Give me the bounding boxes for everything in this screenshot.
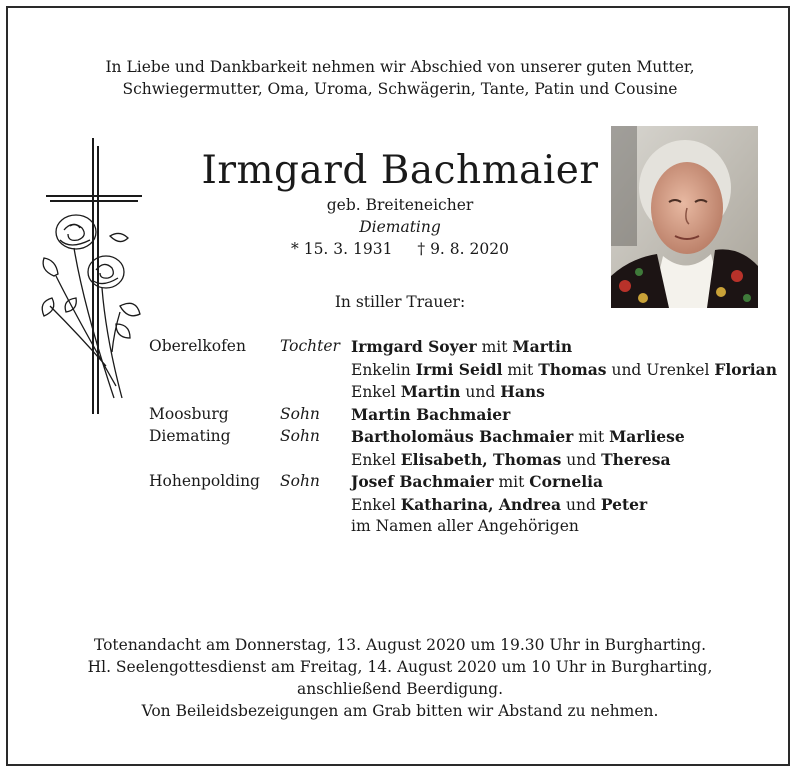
intro-text (0, 56, 800, 100)
family-location: Hohenpolding (149, 472, 260, 490)
birth-date: * 15. 3. 1931 (291, 240, 393, 258)
death-date: † 9. 8. 2020 (417, 240, 509, 258)
family-list (149, 336, 777, 538)
intro-line-1: In Liebe und Dankbarkeit nehmen wir Abschied von unserer guten Mutter, (105, 58, 695, 76)
family-member-line: Josef Bachmaier mit Cornelia (351, 472, 604, 491)
family-members (351, 336, 777, 404)
family-location: Oberelkofen (149, 337, 246, 355)
family-members (351, 471, 777, 538)
footer-line-3: anschließend Beerdigung. (296, 680, 504, 698)
footer-line-2: Hl. Seelengottesdienst am Freitag, 14. August 2020 um 10 Uhr in Burgharting, (87, 658, 713, 676)
family-member-line: Enkelin Irmi Seidl mit Thomas und Urenkel Florian (351, 359, 777, 379)
family-member-line: Bartholomäus Bachmaier mit Marliese (351, 427, 685, 446)
family-relation: Tochter (280, 337, 340, 355)
family-member-line: Enkel Elisabeth, Thomas und Theresa (351, 449, 671, 469)
portrait-photo (611, 126, 758, 308)
family-location: Moosburg (149, 404, 229, 423)
family-member-line: Martin Bachmaier (351, 404, 511, 424)
cross-with-roses-icon (36, 136, 146, 416)
family-member-line: Irmgard Soyer mit Martin (351, 337, 573, 356)
family-relation: Sohn (280, 472, 320, 490)
family-row (149, 426, 777, 471)
service-info (0, 634, 800, 722)
deceased-name: Irmgard Bachmaier (201, 148, 599, 193)
footer-line-1: Totenandacht am Donnerstag, 13. August 2020 um 19.30 Uhr in Burgharting. (93, 636, 707, 654)
mourning-header: In stiller Trauer: (334, 293, 466, 311)
intro-line-2: Schwiegermutter, Oma, Uroma, Schwägerin, Tante, Patin und Cousine (122, 80, 678, 98)
born-name: geb. Breiteneicher (326, 196, 474, 214)
family-member-line: Enkel Martin und Hans (351, 382, 545, 401)
home-place: Diemating (359, 218, 441, 236)
family-row (149, 404, 777, 427)
family-member-line: im Namen aller Angehörigen (351, 517, 579, 535)
life-dates (250, 240, 550, 258)
family-row (149, 471, 777, 538)
family-member-line: Enkel Katharina, Andrea und Peter (351, 494, 648, 514)
family-relation: Sohn (280, 427, 320, 445)
family-relation: Sohn (280, 404, 320, 423)
family-row (149, 336, 777, 404)
footer-line-4: Von Beileidsbezeigungen am Grab bitten wir Abstand zu nehmen. (141, 702, 659, 720)
family-members (351, 426, 777, 471)
family-location: Diemating (149, 427, 231, 445)
family-members (351, 404, 777, 427)
